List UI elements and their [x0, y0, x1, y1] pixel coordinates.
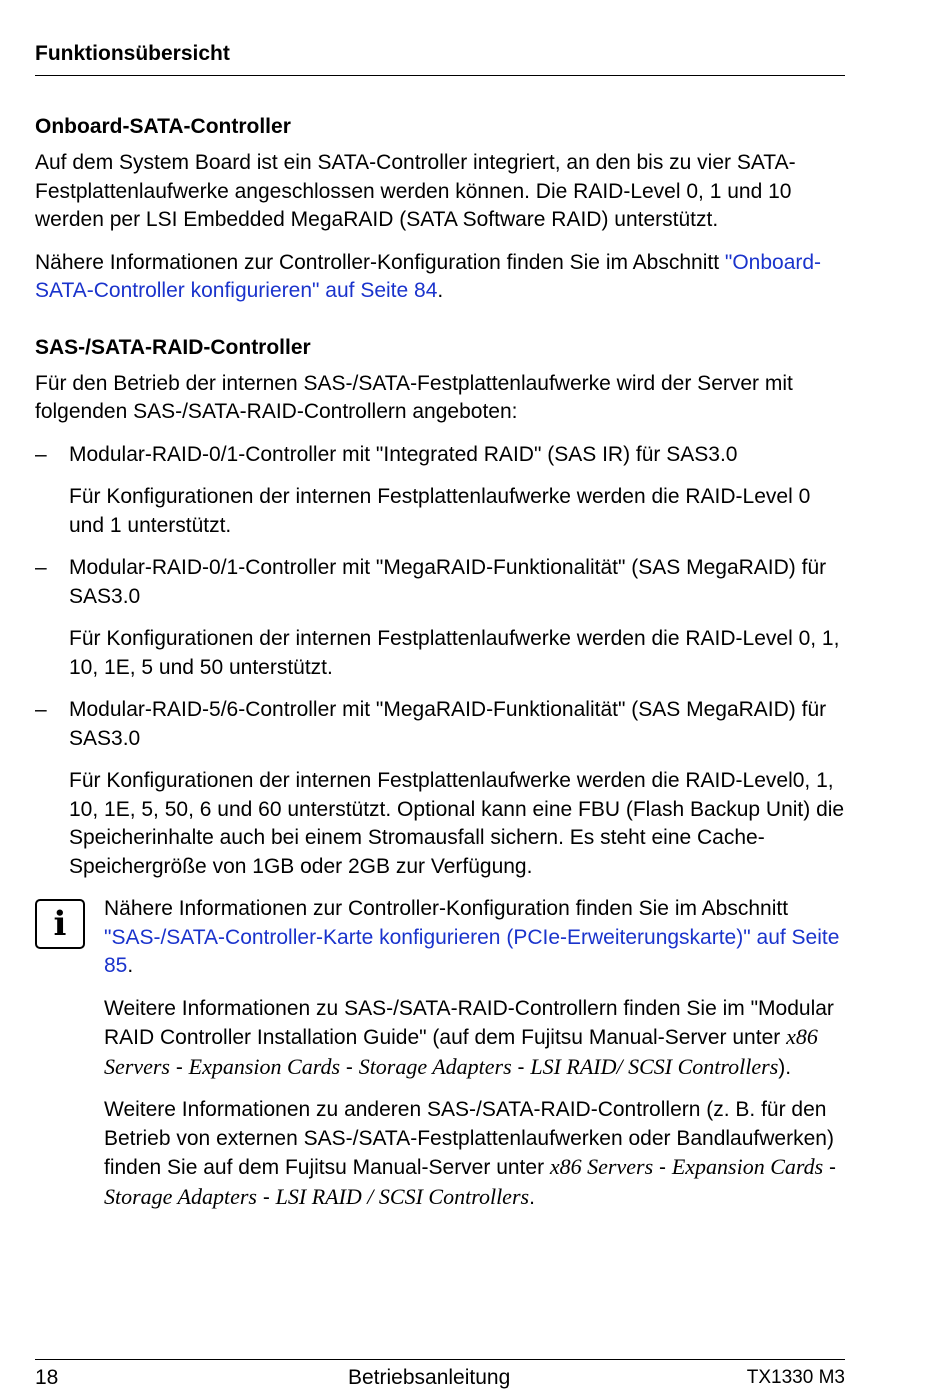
list-item-title: Modular-RAID-0/1-Controller mit "MegaRAID-Funktionalität" (SAS MegaRAID) für SAS3.0 — [69, 556, 827, 608]
header-title: Funktionsübersicht — [35, 42, 230, 65]
list-item — [35, 554, 845, 611]
paragraph: Für den Betrieb der internen SAS-/SATA-Festplattenlaufwerke wird der Server mit folgenden SAS-/SATA-RAID-Controllern angeboten: — [35, 371, 793, 423]
page-number: 18 — [35, 1366, 59, 1389]
paragraph: Auf dem System Board ist ein SATA-Controller integriert, an den bis zu vier SATA-Festplattenlaufwerke angeschlossen werden können. Die RAID-Level 0, 1 und 10 werden per LSI Embedded MegaRAID (SATA Software RAID) unterstützt. — [35, 151, 796, 231]
list-item-description: Für Konfigurationen der internen Festplattenlaufwerke werden die RAID-Level0, 1, 10, 1E, 5, 50, 6 und 60 unterstützt. Optional kann eine FBU (Flash Backup Unit) die Speicherinhalte auch bei einem Stromausfall sichern. Es steht eine Cache-Speichergröße von 1GB oder 2GB zur Verfügung. — [69, 769, 845, 878]
page-content — [35, 113, 845, 1226]
path-separator: - — [340, 1055, 359, 1079]
footer-product: TX1330 M3 — [746, 1367, 845, 1388]
text: . — [127, 954, 134, 977]
cross-reference-link[interactable]: "Onboard-SATA-Controller konfigurieren" auf Seite 84 — [35, 250, 822, 302]
list-item — [35, 696, 845, 753]
path-segment: Expansion Cards — [188, 1053, 341, 1079]
paragraph-ref — [35, 249, 845, 306]
list-item-title: Modular-RAID-0/1-Controller mit "Integrated RAID" (SAS IR) für SAS3.0 — [69, 442, 738, 466]
path-segment: Storage Adapters — [104, 1183, 257, 1209]
dash-bullet: – — [35, 698, 47, 721]
note-body — [104, 895, 845, 1226]
page-footer — [35, 1359, 845, 1392]
path-segment: Storage Adapters — [358, 1053, 512, 1079]
list-item-description: Für Konfigurationen der internen Festplattenlaufwerke werden die RAID-Level 0, 1, 10, 1E, 5 und 50 unterstützt. — [69, 627, 840, 679]
path-separator: - — [169, 1055, 189, 1079]
text: Weitere Informationen zu SAS-/SATA-RAID-Controllern finden Sie im "Modular RAID Controller Installation Guide" (auf dem Fujitsu Manual-Server unter — [104, 996, 834, 1049]
path-segment: x86 Servers — [104, 1024, 818, 1079]
info-note — [35, 895, 845, 1226]
path-separator: - — [256, 1185, 276, 1209]
cross-reference-link[interactable]: "SAS-/SATA-Controller-Karte konfigurieren (PCIe-Erweiterungskarte)" auf Seite 85 — [104, 925, 840, 977]
page-header — [35, 40, 845, 76]
path-segment: x86 Servers — [549, 1154, 654, 1179]
text: Nähere Informationen zur Controller-Konfiguration finden Sie im Abschnitt — [35, 250, 725, 274]
text: ). — [778, 1055, 792, 1079]
section-heading: SAS-/SATA-RAID-Controller — [35, 335, 311, 359]
note-paragraph — [104, 995, 845, 1083]
list-item-description: Für Konfigurationen der internen Festplattenlaufwerke werden die RAID-Level 0 und 1 unterstützt. — [69, 485, 811, 537]
dash-bullet: – — [35, 556, 47, 579]
path-separator: - — [823, 1156, 837, 1179]
text: Nähere Informationen zur Controller-Konfiguration finden Sie im Abschnitt — [104, 897, 789, 920]
path-separator: - — [653, 1156, 672, 1179]
path-separator: - — [511, 1055, 531, 1079]
info-icon: i — [35, 899, 85, 949]
path-segment: Expansion Cards — [671, 1154, 824, 1179]
text: Weitere Informationen zu anderen SAS-/SATA-RAID-Controllern (z. B. für den Betrieb von externen SAS-/SATA-Festplattenlaufwerken oder Bandlaufwerken) finden Sie auf dem Fujitsu Manual-Server unter — [104, 1098, 834, 1179]
section-sas-sata-raid — [35, 334, 845, 882]
section-heading: Onboard-SATA-Controller — [35, 115, 291, 138]
text: . — [529, 1185, 535, 1209]
list-item-title: Modular-RAID-5/6-Controller mit "MegaRAID-Funktionalität" (SAS MegaRAID) für SAS3.0 — [69, 698, 827, 750]
footer-doc-title: Betriebsanleitung — [348, 1366, 511, 1389]
text: . — [437, 279, 444, 302]
section-onboard-sata — [35, 113, 845, 306]
path-segment: LSI RAID/ SCSI Controllers — [530, 1053, 779, 1079]
path-segment: LSI RAID / SCSI Controllers — [275, 1183, 530, 1209]
note-paragraph — [104, 1096, 845, 1212]
note-paragraph — [104, 895, 845, 981]
list-item — [35, 441, 845, 470]
dash-bullet: – — [35, 442, 47, 466]
